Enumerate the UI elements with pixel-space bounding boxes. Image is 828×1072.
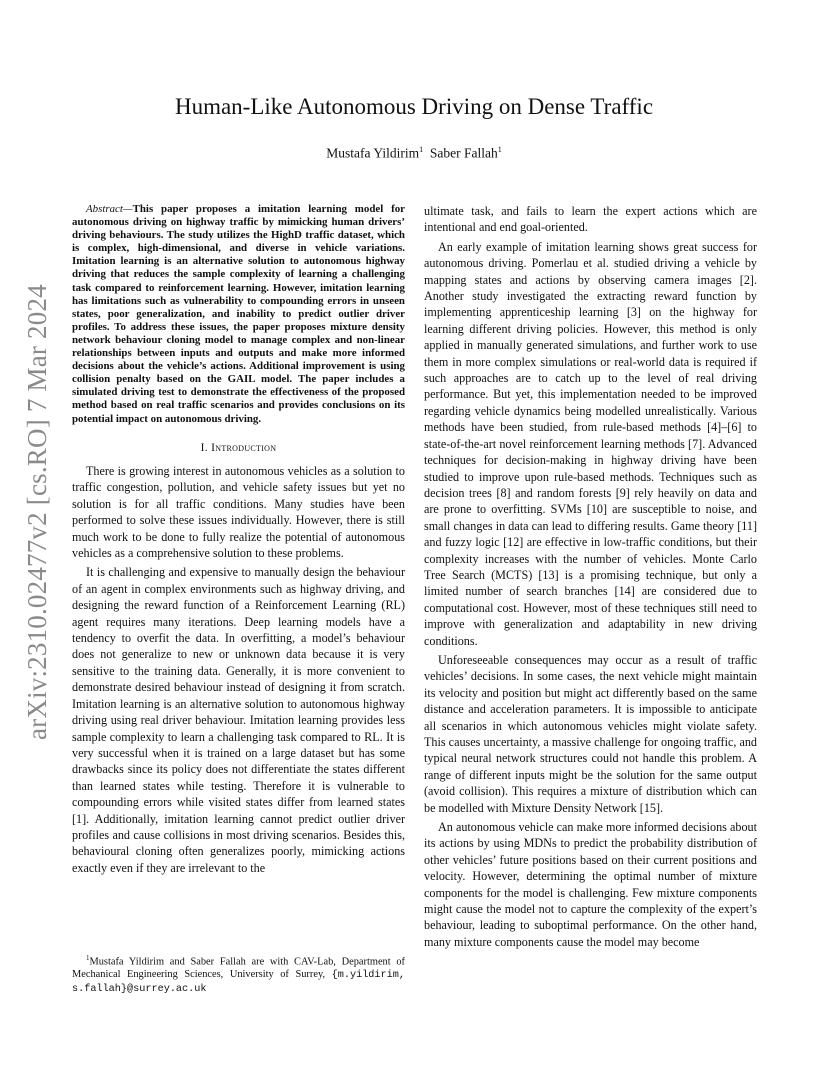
body-paragraph: An autonomous vehicle can make more informed decisions about its actions by using MDNs to predict the probability distribution of other vehicles’ future positions based on their current positions and velocity. However, determining the optimal number of mixture components for the model is challenging. Few mixture components might cause the model not to capture the complexity of the expert’s behaviour, leading to suboptimal performance. On the other hand, many mixture components cause the model may become — [424, 820, 757, 949]
author-affiliation-mark: 1 — [419, 145, 424, 154]
body-paragraph: There is growing interest in autonomous vehicles as a solution to traffic congestion, pollution, and vehicle safety issues but yet no solution is for all traffic conditions. Many studies have been performed to solve these issues individually. However, there is still much work to be done to fully realize the potential of autonomous vehicles as a comprehensive solution to these problems. — [72, 464, 405, 561]
right-column — [424, 203, 757, 950]
body-paragraph: An early example of imitation learning shows great success for autonomous driving. Pomerlau et al. studied driving a vehicle by mapping states and actions by observing camera images [2]. Another study investigated the extracting reward function by implementing apprenticeship learning [3] on the highway for learning different driving policies. However, this method is only applied in manually generated simulations, and further work to use them in more complex simulations or real-world data is required if such approaches are to catch up to the level of real driving performance. But yet, this implementation needed to be improved regarding vehicle dynamics being modelled unrealistically. Various methods have been studied, from rule-based methods [4]–[6] to state-of-the-art novel reinforcement learning methods [7]. Advanced techniques for decision-making in highway driving have been studied to improve upon rule-based methods. Techniques such as decision trees [8] and random forests [9] rely heavily on data and are prone to overfitting. SVMs [10] are susceptible to noise, and small changes in data can lead to differing results. Game theory [11] and fuzzy logic [12] are effective in low-traffic conditions, but their complexity increases with the number of vehicles. Monte Carlo Tree Search (MCTS) [13] is a promising technique, but only a limited number of search branches [14] are considered due to computational cost. However, most of these techniques still need to improve with generalization and adaptability in new driving conditions. — [424, 239, 757, 648]
author-footnote — [72, 952, 405, 996]
body-paragraph: ultimate task, and fails to learn the expert actions which are intentional and end goal-oriented. — [424, 204, 757, 235]
abstract — [72, 203, 405, 426]
footnote-emails: {m.yildirim, s.fallah}@surrey.ac.uk — [72, 970, 405, 996]
body-paragraph: It is challenging and expensive to manually design the behaviour of an agent in complex environments such as highway driving, and designing the reward function of a Reinforcement Learning (RL) agent requires many iterations. Deep learning models have a tendency to overfit the data. In overfitting, a model’s behaviour does not generalize to new or unknown data because it is very sensitive to the training data. Generally, it is more convenient to demonstrate desired behaviour instead of designing it from scratch. Imitation learning is an alternative solution to autonomous highway driving using real driver behaviour. Imitation learning provides less sample complexity to learn a challenging task compared to RL. It is very successful when it is trained on a large dataset but has some drawbacks since its policy does not differentiate the states different than learned states while testing. Therefore it is vulnerable to compounding errors while visited states differ from learned states [1]. Additionally, imitation learning cannot predict outlier driver profiles and cause collisions in most driving scenarios. Besides this, behavioural cloning often generalizes poorly, mimicking actions exactly even if they are irrelevant to the — [72, 565, 405, 875]
abstract-text: This paper proposes a imitation learning model for autonomous driving on highway traffic by mimicking human drivers’ driving behaviours. The study utilizes the HighD traffic dataset, which is complex, high-dimensional, and diverse in vehicle variations. Imitation learning is an alternative solution to autonomous highway driving that reduces the sample complexity of learning a challenging task compared to reinforcement learning. However, imitation learning has limitations such as vulnerability to compounding errors in unseen states, poor generalization, and inability to predict outlier driver profiles. To address these issues, the paper proposes mixture density network behaviour cloning model to manage complex and non-linear relationships between inputs and outputs and make more informed decisions about the vehicle’s actions. Additional improvement is using collision penalty based on the GAIL model. The paper includes a simulated driving test to demonstrate the effectiveness of the proposed method based on real traffic scenarios and provides conclusions on its potential impact on autonomous driving. — [72, 203, 405, 425]
author-affiliation-mark: 1 — [497, 145, 502, 154]
author-list — [0, 145, 828, 162]
section-heading: I. Introduction — [200, 441, 277, 454]
paper-title: Human-Like Autonomous Driving on Dense Traffic — [174, 94, 654, 119]
author-name: Saber Fallah — [429, 145, 498, 161]
abstract-label: Abstract— — [86, 203, 133, 215]
body-paragraph: Unforeseeable consequences may occur as a result of traffic vehicles’ decisions. In some cases, the next vehicle might maintain its velocity and position but might act differently based on the same distance and acceleration parameters. It is impossible to anticipate all scenarios in which autonomous vehicles might violate safety. This causes uncertainty, a massive challenge for ongoing traffic, and typical neural network structures could not handle this problem. A range of different inputs might be the solution for the same output (avoid collision). This requires a mixture of distribution which can be modelled with Mixture Density Network [15]. — [424, 652, 757, 815]
arxiv-identifier: arXiv:2310.02477v2 [cs.RO] 7 Mar 2024 — [22, 284, 52, 740]
footnote-text: Mustafa Yildirim and Saber Fallah are with CAV-Lab, Department of Mechanical Engineering Sciences, University of Surrey, — [72, 956, 405, 981]
author-name: Mustafa Yildirim — [326, 145, 420, 161]
footnote-mark: 1 — [86, 954, 90, 962]
left-column — [72, 203, 405, 876]
